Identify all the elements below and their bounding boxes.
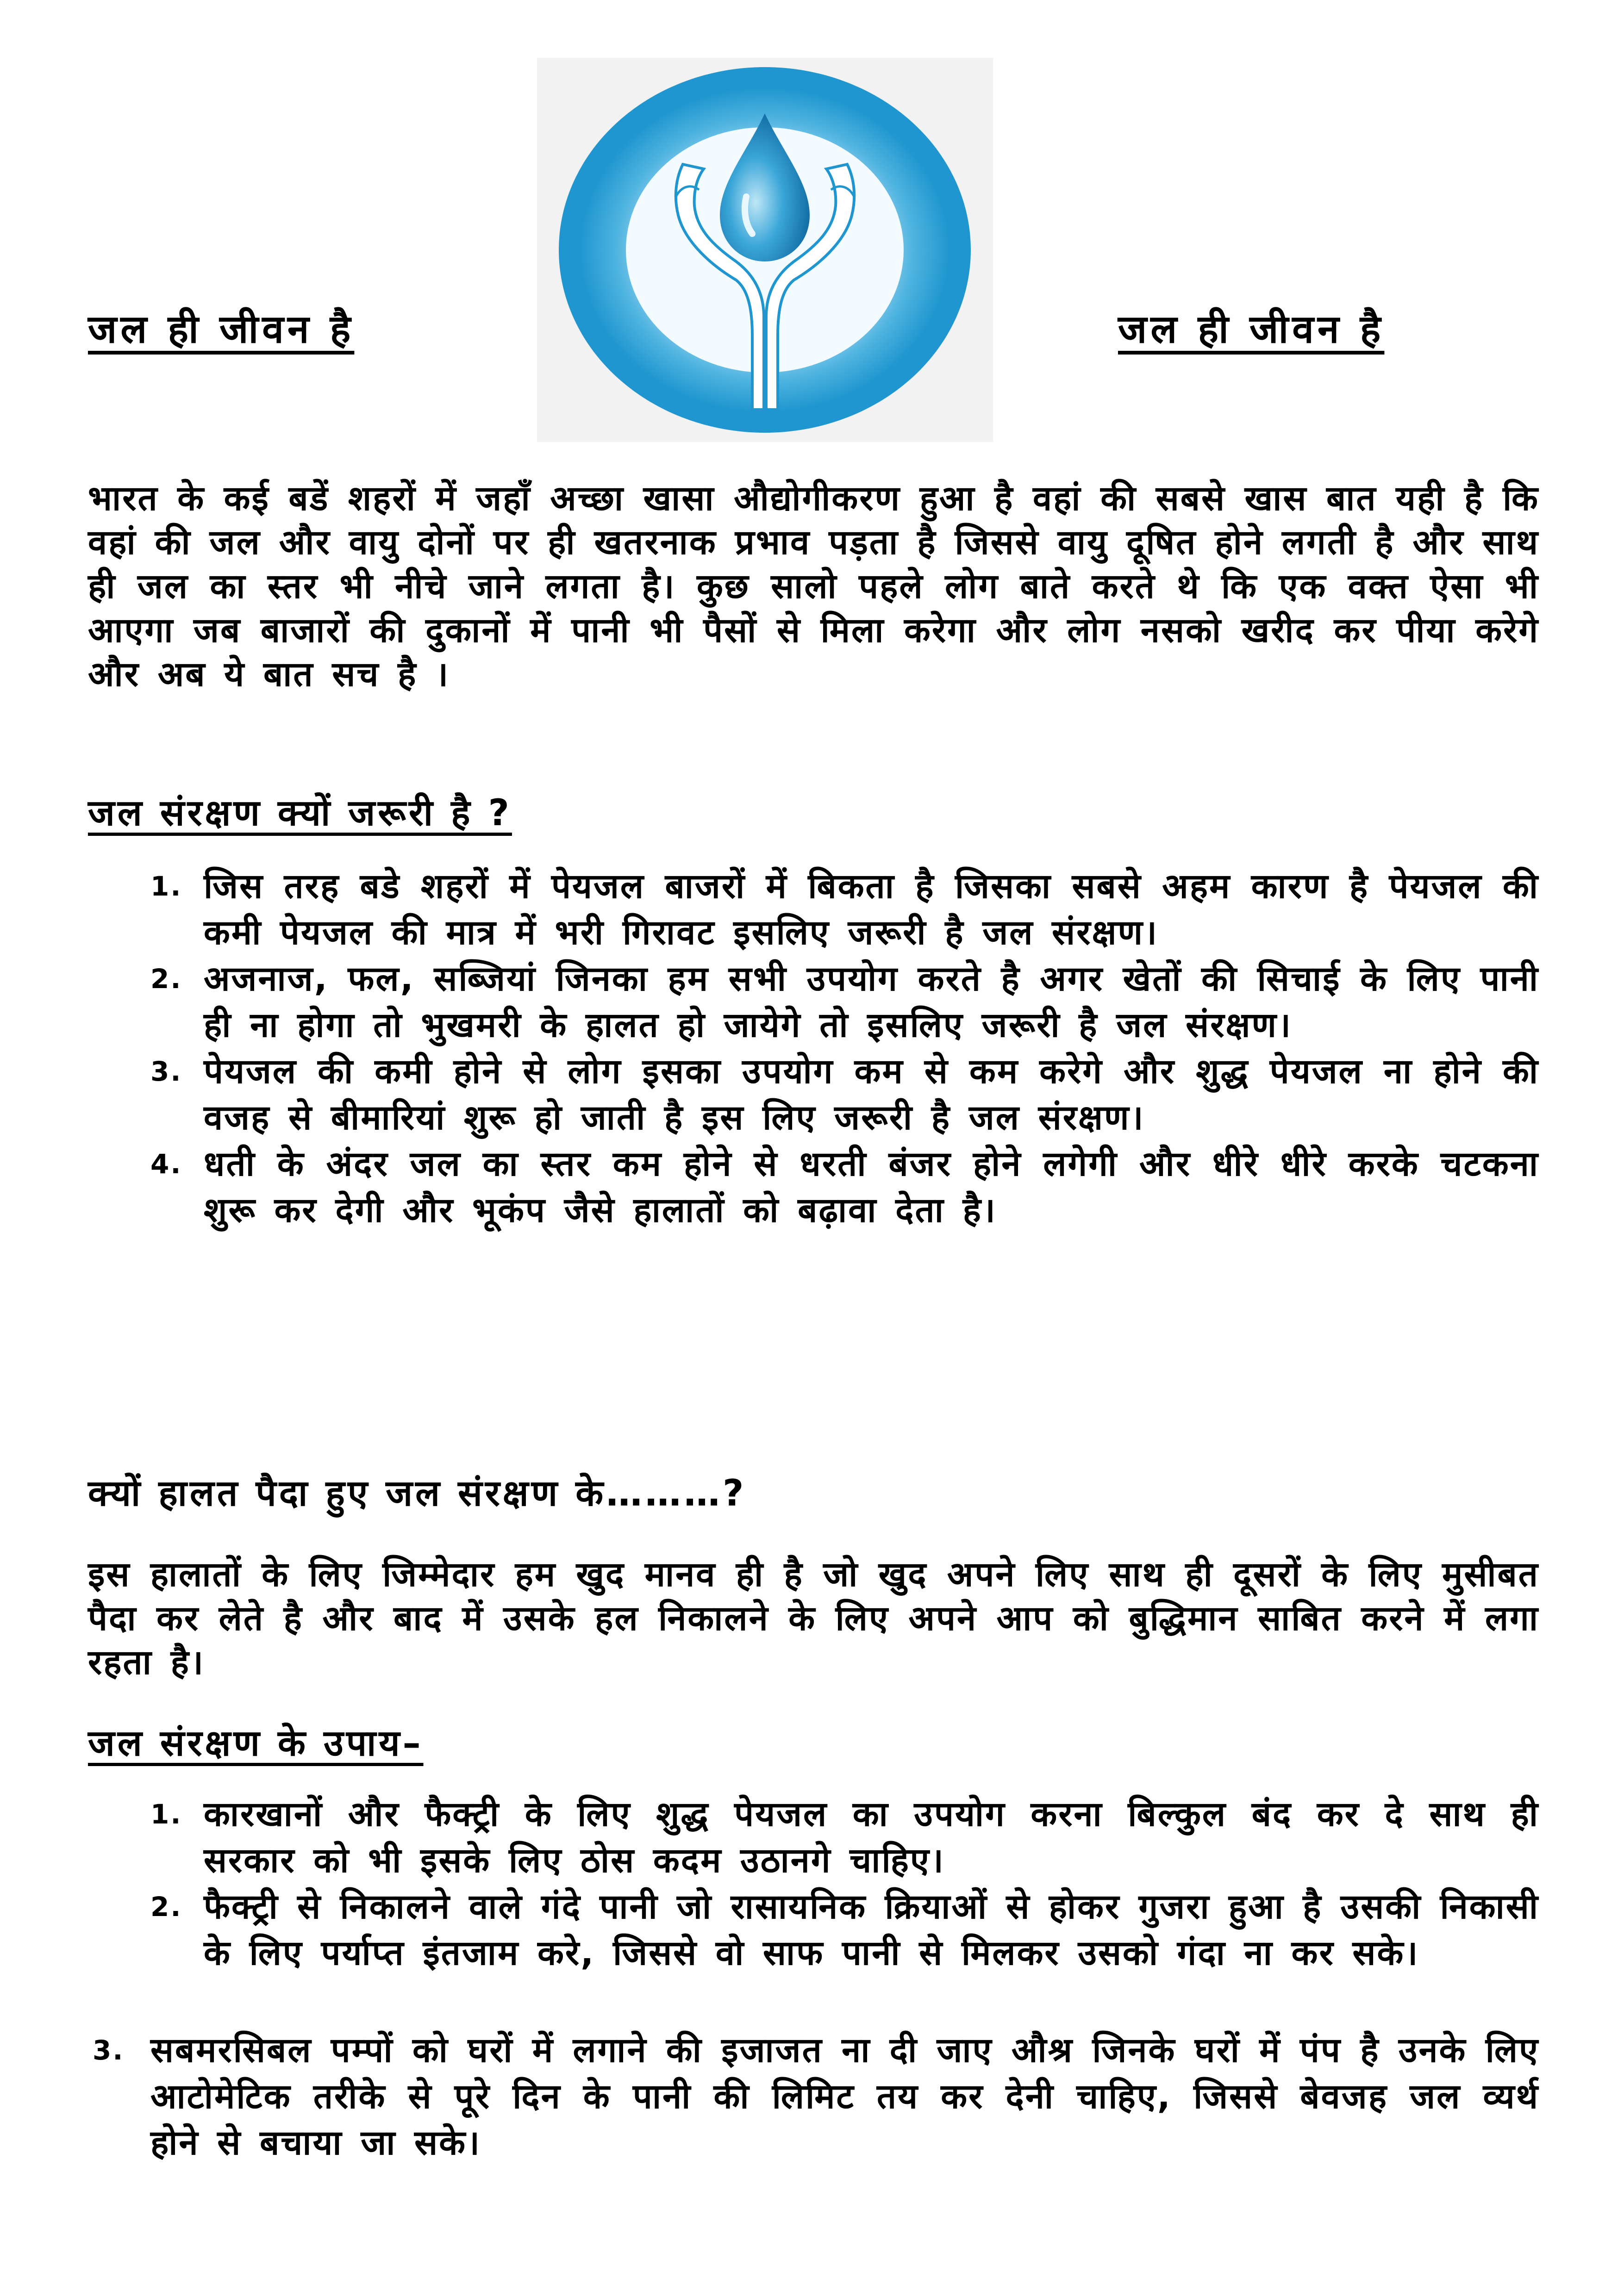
list-item-text: अजनाज, फल, सब्जियां जिनका हम सभी उपयोग करते है अगर खेतों की सिचाई के लिए पानी ही ना होगा तो भुखमरी के हालत हो जायेगे तो इसलिए जरूरी है जल संरक्षण। [204,959,1539,1045]
list-item-text: पेयजल की कमी होने से लोग इसका उपयोग कम से कम करेगे और शुद्ध पेयजल ना होने की वजह से बीमारियां शुरू हो जाती है इस लिए जरूरी है जल संरक्षण। [204,1052,1539,1138]
list-number: 2. [150,963,182,995]
list-item-text: जिस तरह बडे शहरों में पेयजल बाजरों में बिकता है जिसका सबसे अहम कारण है पेयजल की कमी पेयजल की मात्र में भरी गिरावट इसलिए जरूरी है जल संरक्षण। [204,866,1539,952]
list-number: 1. [150,871,182,902]
page-title-right: जल ही जीवन है [1118,306,1385,352]
measures-list [150,1791,1539,1976]
section-heading-measures: जल संरक्षण के उपाय– [88,1723,424,1764]
list-number: 3. [150,1056,182,1087]
water-drop-in-hands-icon [537,58,993,442]
cause-paragraph: इस हालातों के लिए जिम्मेदार हम खुद मानव ही है जो खुद अपने लिए साथ ही दूसरों के लिए मुसीबत पैदा कर लेते है और बाद में उसके हल निकालने के लिए अपने आप को बुद्धिमान साबित करने में लगा रहता है। [88,1555,1539,1682]
list-item [93,2027,1539,2166]
list-item [150,1791,1539,1884]
list-number: 3. [93,2035,125,2066]
list-item [150,1884,1539,1976]
list-number: 4. [150,1148,182,1180]
list-number: 2. [150,1891,182,1923]
list-item-text: कारखानों और फैक्ट्री के लिए शुद्ध पेयजल का उपयोग करना बिल्कुल बंद कर दे साथ ही सरकार को भी इसके लिए ठोस कदम उठानगे चाहिए। [204,1794,1539,1880]
list-item [150,956,1539,1048]
list-item-text: सबमरसिबल पम्पों को घरों में लगाने की इजाजत ना दी जाए औश्र जिनके घरों में पंप है उनके लिए आटोमेटिक तरीके से पूरे दिन के पानी की लिमिट तय कर देनी चाहिए, जिससे बेवजह जल व्यर्थ होने से बचाया जा सके। [150,2030,1539,2163]
intro-paragraph: भारत के कई बडें शहरों में जहाँ अच्छा खासा औद्योगीकरण हुआ है वहां की सबसे खास बात यही है कि वहां की जल और वायु दोनों पर ही खतरनाक प्रभाव पड़ता है जिससे वायु दूषित होने लगती है और साथ ही जल का स्तर भी नीचे जाने लगता है। कुछ सालो पहले लोग बाते करते थे कि एक वक्त ऐसा भी आएगा जब बाजारों की दुकानों में पानी भी पैसों से मिला करेगा और लोग नसको खरीद कर पीया करेगे और अब ये बात सच है । [88,479,1539,694]
section-heading-why: जल संरक्षण क्यों जरूरी है ? [88,792,512,834]
why-list [150,863,1539,1233]
measures-list-continued [93,2027,1539,2166]
section-heading-cause: क्यों हालत पैदा हुए जल संरक्षण के………? [88,1473,747,1514]
list-item [150,1048,1539,1141]
list-item-text: धती के अंदर जल का स्तर कम होने से धरती बंजर होने लगेगी और धीरे धीरे करके चटकना शुरू कर देगी और भूकंप जैसे हालातों को बढ़ावा देता है। [204,1144,1539,1230]
page-title-left: जल ही जीवन है [88,306,355,352]
list-item [150,863,1539,956]
list-item [150,1141,1539,1233]
list-item-text: फैक्ट्री से निकालने वाले गंदे पानी जो रासायनिक क्रियाओं से होकर गुजरा हुआ है उसकी निकासी के लिए पर्याप्त इंतजाम करे, जिससे वो साफ पानी से मिलकर उसको गंदा ना कर सके। [204,1887,1539,1973]
list-number: 1. [150,1798,182,1830]
